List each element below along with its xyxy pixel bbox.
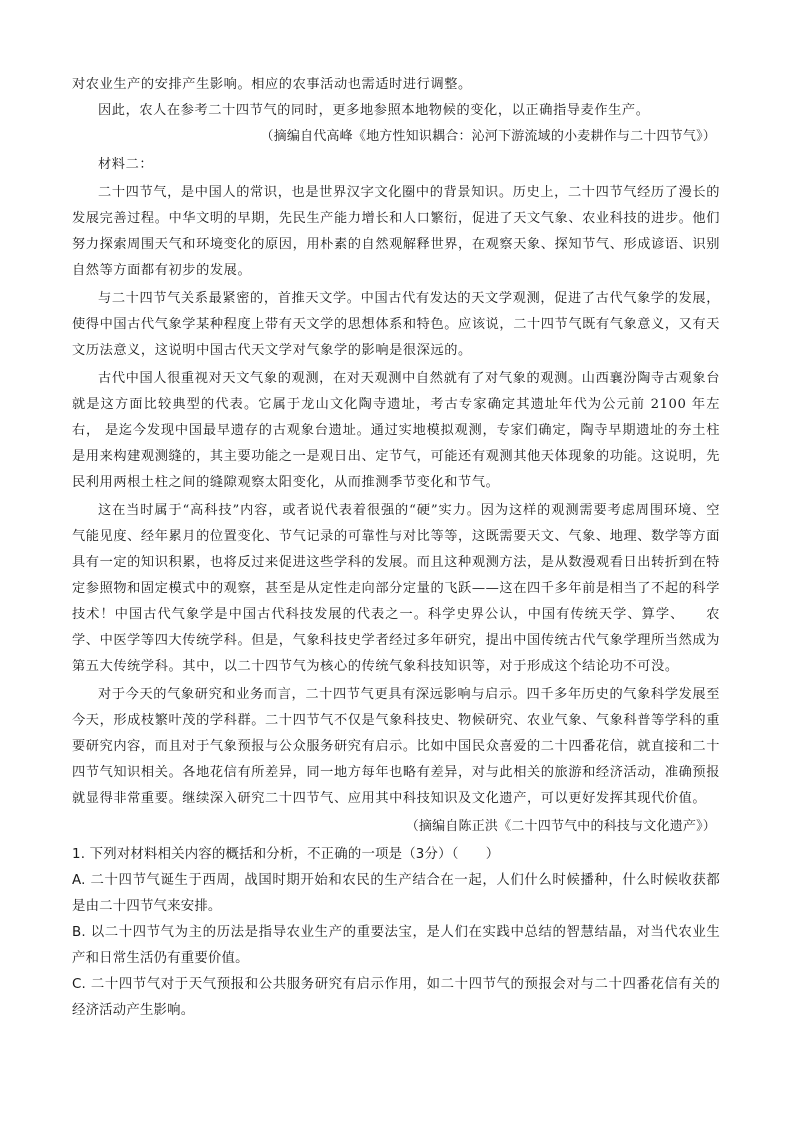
- question1-option-a: A. 二十四节气诞生于西周，战国时期开始和农民的生产结合在一起，人们什么时候播种，什么时候收获都 是由二十四节气来安排。: [72, 873, 748, 914]
- document-page: [72, 72, 748, 1024]
- material2-label: 材料二：: [98, 157, 154, 172]
- material2-source: （摘编自陈正洪《二十四节气中的科技与文化遗产》）: [405, 819, 716, 834]
- material1-continuation: 对农业生产的安排产生影响。相应的农事活动也需适时进行调整。: [72, 77, 472, 92]
- material2-paragraph: 对于今天的气象研究和业务而言，二十四节气更具有深远影响与启示。四千多年历史的气象科学发展至今天，形成枝繁叶茂的学科群。二十四节气不仅是气象科技史、物候研究、农业气象、气象科普等学科的重要研究内容，而且对于气象预报与公众服务研究有启示。比如中国民众喜爱的二十四番花信，就直接和二十四节气知识相关。各地花信有所差异，同一地方每年也略有差异，对与此相关的旅游和经济活动，准确预报就显得非常重要。继续深入研究二十四节气、应用其中科技知识及文化遗产，可以更好发挥其现代价值。: [72, 687, 721, 806]
- material1-source: （摘编自代高峰《地方性知识耦合：沁河下游流域的小麦耕作与二十四节气》）: [260, 129, 716, 144]
- material2-paragraph: 这在当时属于“高科技”内容，或者说代表着很强的“硬”实力。因为这样的观测需要考虑周围环境、空气能见度、经年累月的位置变化、节气记录的可靠性与对比等等，这既需要天文、气象、地理、数学等方面具有一定的知识积累，也将反过来促进这些学科的发展。而且这种观测方法，是从数漫观看日出转折到在特定参照物和固定模式中的观察，甚至是从定性走向部分定量的飞跃——这在四千多年前是相当了不起的科学技术！中国古代气象学是中国古代科技发展的代表之一。科学史界公认，中国有传统天学、算学、 农学、中医学等四大传统学科。但是，气象科技史学者经过多年研究，提出中国传统古代气象学理所当然成为第五大传统学科。其中，以二十四节气为核心的传统气象科技知识等，对于形成这个结论功不可没。: [72, 503, 721, 674]
- question1-option-b: B. 以二十四节气为主的历法是指导农业生产的重要法宝，是人们在实践中总结的智慧结晶，对当代农业生 产和日常生活仍有重要价值。: [72, 925, 748, 966]
- question1-stem: 1. 下列对材料相关内容的概括和分析，不正确的一项是（3分）（ ）: [72, 847, 500, 862]
- material2-paragraph: 与二十四节气关系最紧密的，首推天文学。中国古代有发达的天文学观测，促进了古代气象学的发展，使得中国古代气象学某种程度上带有天文学的思想体系和特色。应该说，二十四节气既有气象意义，又有天文历法意义，这说明中国古代天文学对气象学的影响是很深远的。: [72, 291, 721, 358]
- question1-option-c: C. 二十四节气对于天气预报和公共服务研究有启示作用，如二十四节气的预报会对与二十四番花信有关的 经济活动产生影响。: [72, 977, 748, 1018]
- material2-paragraph: 古代中国人很重视对天文气象的观测，在对天观测中自然就有了对气象的观测。山西襄汾陶寺古观象台就是这方面比较典型的代表。它属于龙山文化陶寺遗址，考古专家确定其遗址年代为公元前 2100 年左右， 是迄今发现中国最早遗存的古观象台遗址。通过实地模拟观测，专家们确定，陶寺早期遗址的夯土柱是用来构建观测缝的，其主要功能之一是观日出、定节气，可能还有观测其他天体现象的功能。这说明，先民利用两根土柱之间的缝隙观察太阳变化，从而推测季节变化和节气。: [72, 371, 721, 490]
- material1-conclusion: 因此，农人在参考二十四节气的同时，更多地参照本地物候的变化，以正确指导麦作生产。: [98, 103, 650, 118]
- material2-paragraph: 二十四节气，是中国人的常识，也是世界汉字文化圈中的背景知识。历史上，二十四节气经历了漫长的发展完善过程。中华文明的早期，先民生产能力增长和人口繁衍，促进了天文气象、农业科技的进步。他们努力探索周围天气和环境变化的原因，用朴素的自然观解释世界，在观察天象、探知节气、形成谚语、识别自然等方面都有初步的发展。: [72, 185, 721, 278]
